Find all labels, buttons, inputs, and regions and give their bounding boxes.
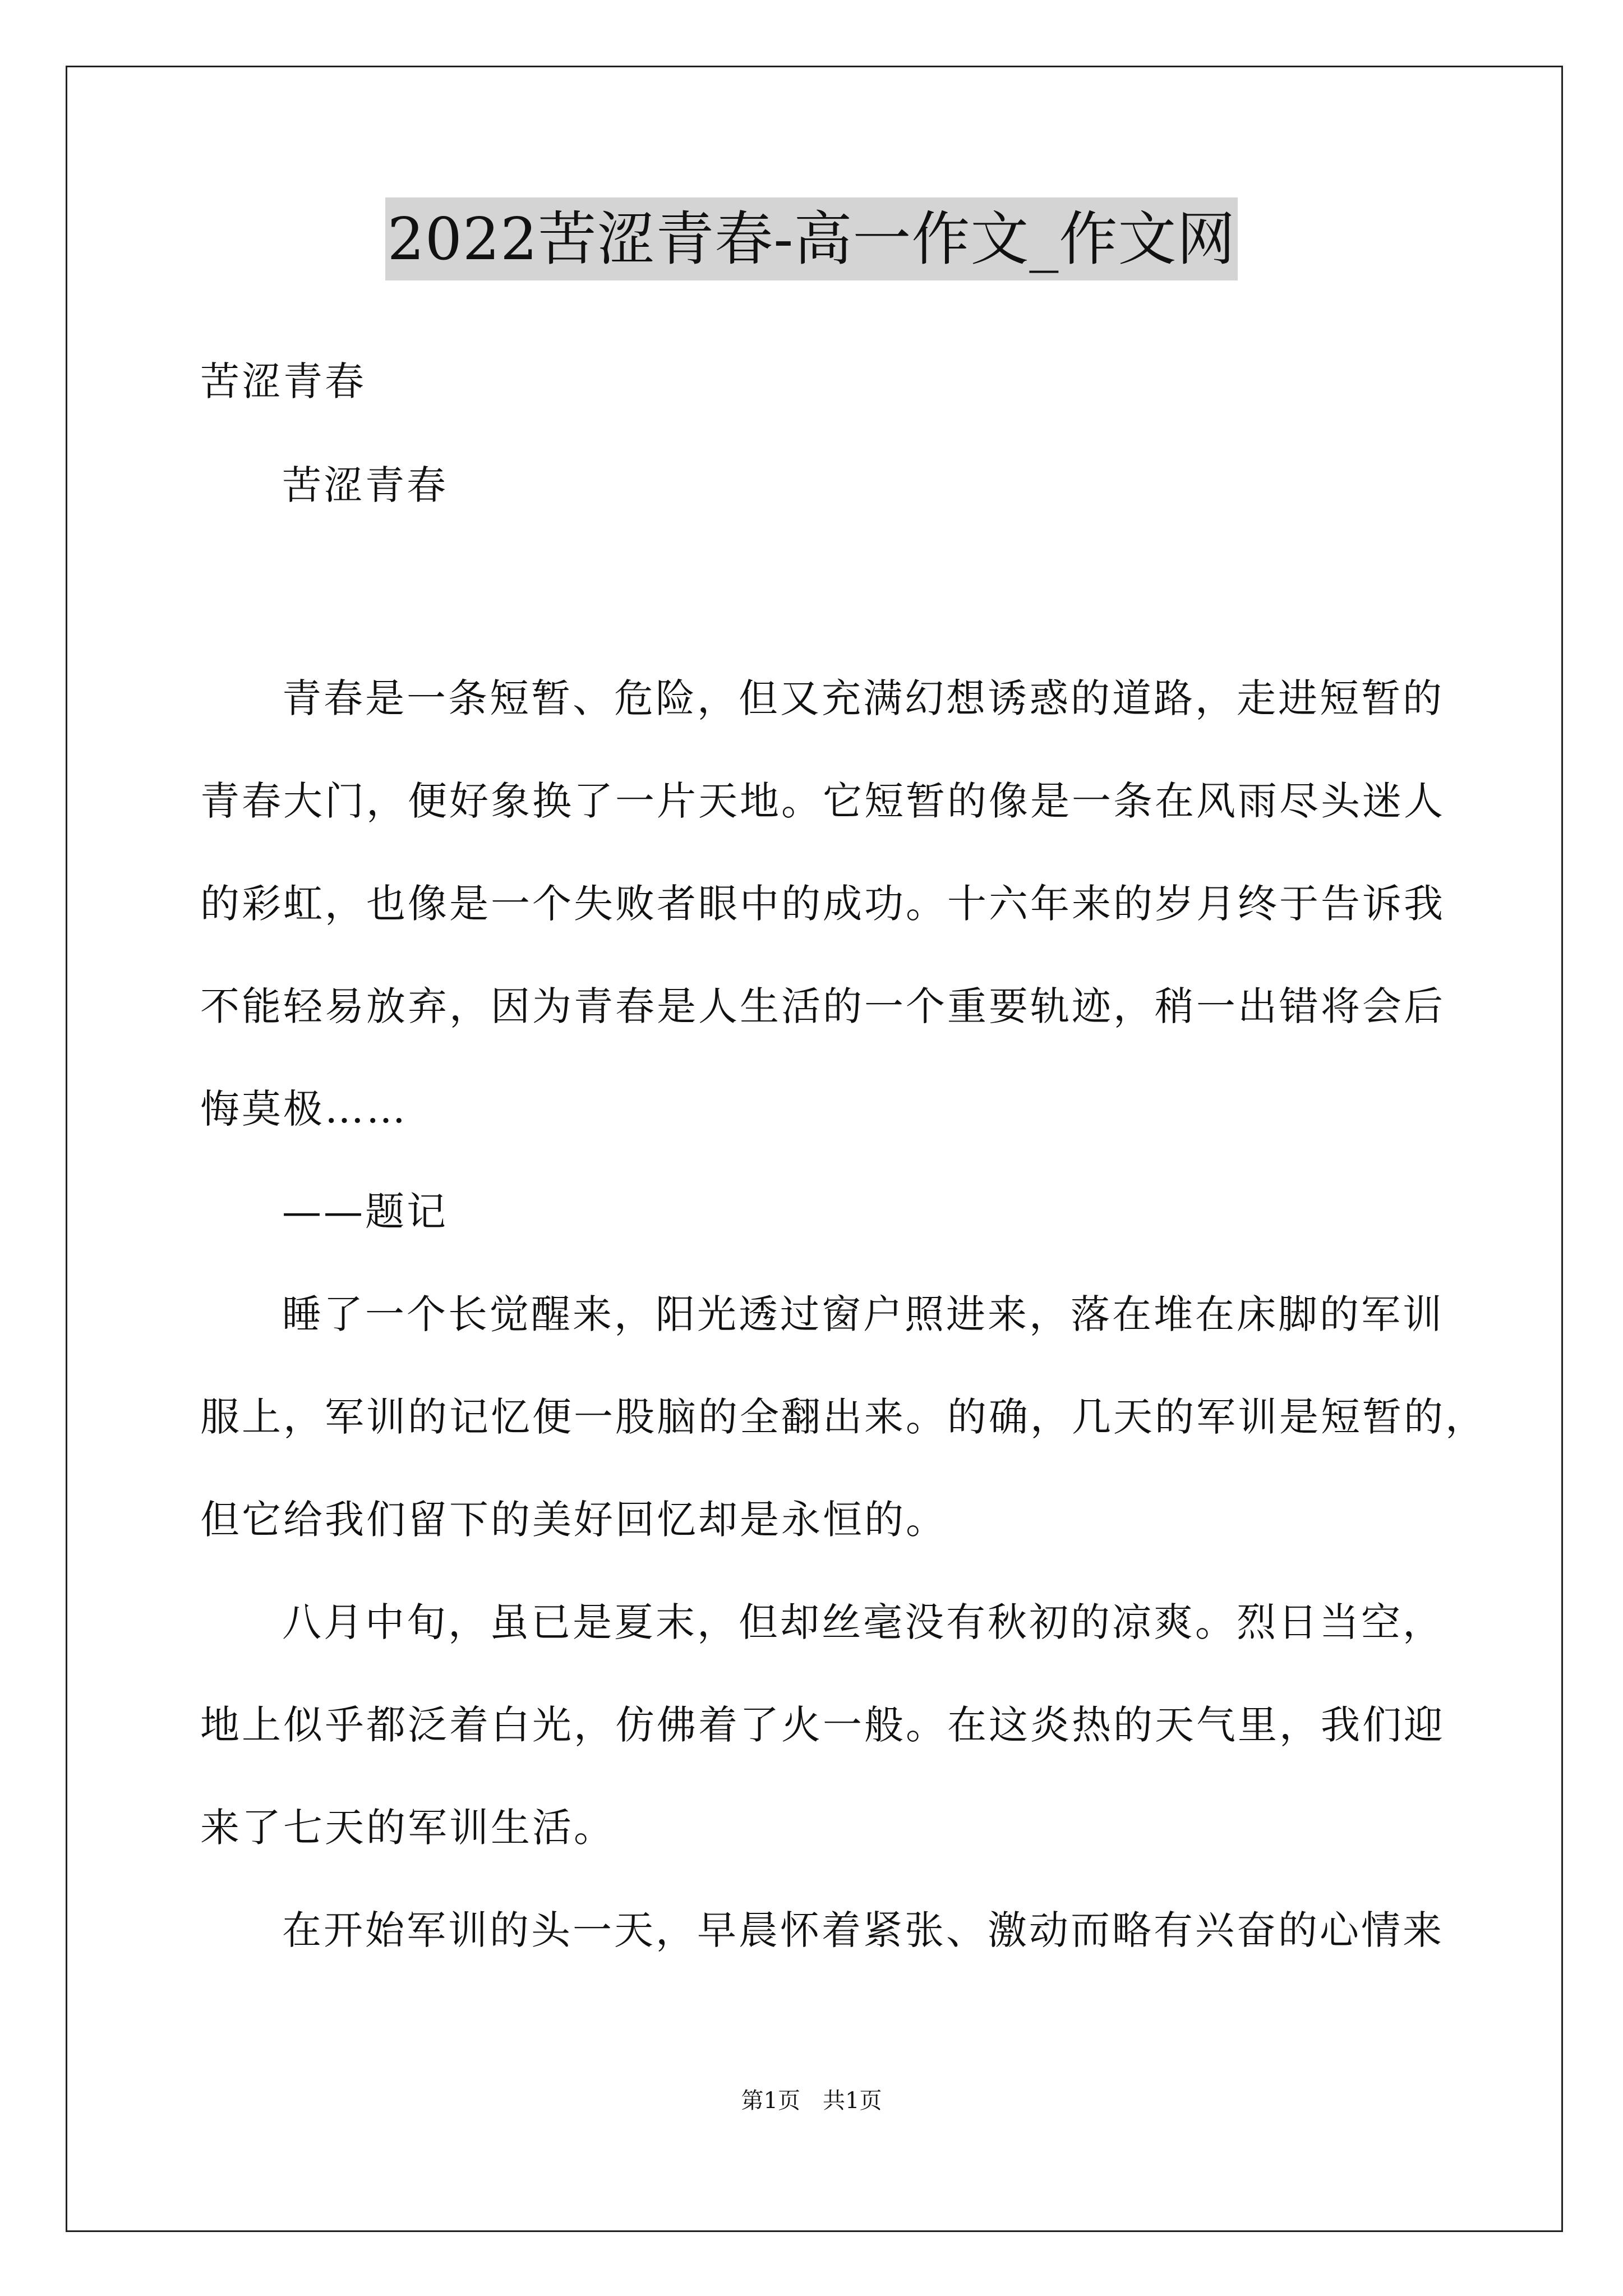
document-heading: 苦涩青春 [200, 358, 366, 404]
paragraph-line: 地上似乎都泛着白光，仿佛着了火一般。在这炎热的天气里，我们迎 [200, 1702, 1445, 1748]
document-title: 2022苦涩青春-高一作文_作文网 [385, 197, 1238, 280]
paragraph-line: 的彩虹，也像是一个失败者眼中的成功。十六年来的岁月终于告诉我 [200, 881, 1445, 927]
paragraph-line: 在开始军训的头一天，早晨怀着紧张、激动而略有兴奋的心情来 [282, 1907, 1444, 1953]
paragraph-line: ——题记 [282, 1189, 448, 1235]
paragraph-line: 八月中旬，虽已是夏末，但却丝毫没有秋初的凉爽。烈日当空， [282, 1599, 1444, 1645]
document-subheading: 苦涩青春 [282, 462, 448, 508]
paragraph-line: 但它给我们留下的美好回忆却是永恒的。 [200, 1497, 947, 1543]
paragraph-line: 悔莫极…… [200, 1086, 408, 1132]
paragraph-line: 不能轻易放弃，因为青春是人生活的一个重要轨迹，稍一出错将会后 [200, 983, 1445, 1029]
paragraph-line: 青春大门，便好象换了一片天地。它短暂的像是一条在风雨尽头迷人 [200, 778, 1445, 824]
paragraph-line: 睡了一个长觉醒来，阳光透过窗户照进来，落在堆在床脚的军训 [282, 1291, 1444, 1337]
title-container [0, 197, 1623, 280]
paragraph-line: 服上，军训的记忆便一股脑的全翻出来。的确，几天的军训是短暂的， [200, 1394, 1487, 1440]
paragraph-line: 青春是一条短暂、危险，但又充满幻想诱惑的道路，走进短暂的 [282, 675, 1444, 721]
paragraph-line: 来了七天的军训生活。 [200, 1805, 615, 1851]
page-footer: 第1页 共1页 [741, 2088, 882, 2114]
